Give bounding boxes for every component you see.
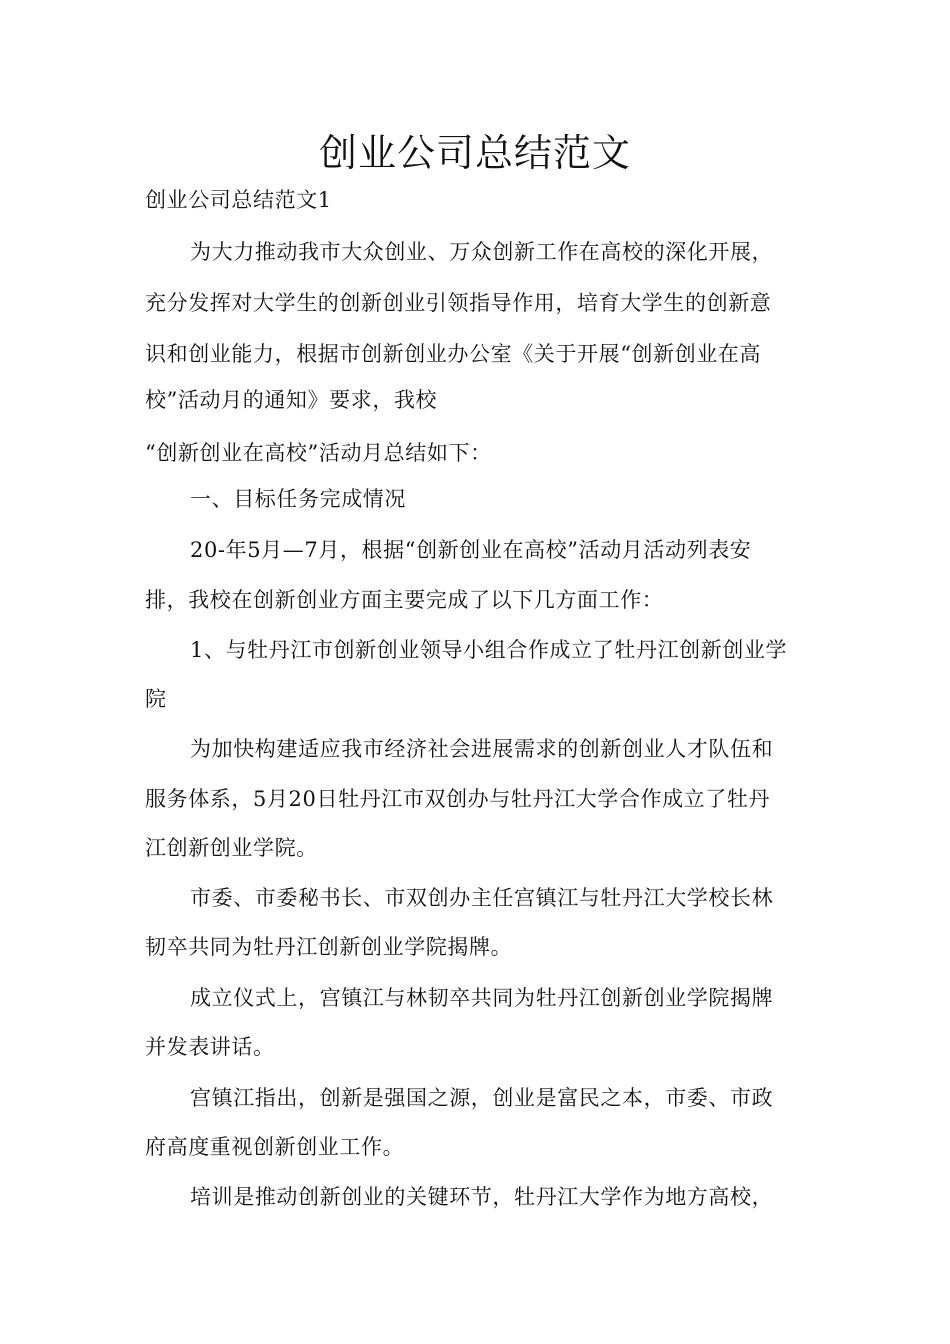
paragraph-line: 韧卒共同为牡丹江创新创业学院揭牌。 bbox=[145, 935, 513, 959]
paragraph-line: 识和创业能力，根据市创新创业办公室《关于开展“创新创业在高 bbox=[145, 342, 762, 366]
document-title: 创业公司总结范文 bbox=[318, 131, 631, 175]
paragraph-line: 为加快构建适应我市经济社会进展需求的创新创业人才队伍和 bbox=[190, 737, 774, 761]
paragraph-line: 校”活动月的通知》要求，我校 bbox=[145, 388, 438, 412]
paragraph-line: 府高度重视创新创业工作。 bbox=[145, 1135, 405, 1159]
section-heading: 创业公司总结范文1 bbox=[145, 188, 332, 212]
paragraph-line: 为大力推动我市大众创业、万众创新工作在高校的深化开展， bbox=[190, 240, 774, 264]
paragraph-line: 市委、市委秘书长、市双创办主任宫镇江与牡丹江大学校长林 bbox=[190, 886, 774, 910]
paragraph-line: 并发表讲话。 bbox=[145, 1035, 275, 1059]
paragraph-line: 宫镇江指出，创新是强国之源，创业是富民之本，市委、市政 bbox=[190, 1086, 774, 1110]
paragraph-line: 培训是推动创新创业的关键环节，牡丹江大学作为地方高校， bbox=[190, 1185, 774, 1209]
paragraph-line: 成立仪式上，宫镇江与林韧卒共同为牡丹江创新创业学院揭牌 bbox=[190, 986, 774, 1010]
paragraph-line: 充分发挥对大学生的创新创业引领指导作用，培育大学生的创新意 bbox=[145, 291, 772, 315]
paragraph-line: 一、目标任务完成情况 bbox=[190, 487, 406, 511]
paragraph-line: “创新创业在高校”活动月总结如下： bbox=[145, 441, 492, 465]
paragraph-line: 江创新创业学院。 bbox=[145, 836, 318, 860]
paragraph-line: 20-年5月—7月，根据“创新创业在高校”活动月活动列表安 bbox=[190, 538, 752, 562]
paragraph-line: 院 bbox=[145, 687, 167, 711]
paragraph-line: 排，我校在创新创业方面主要完成了以下几方面工作： bbox=[145, 588, 664, 612]
paragraph-line: 服务体系，5月20日牡丹江市双创办与牡丹江大学合作成立了牡丹 bbox=[145, 787, 771, 811]
paragraph-line: 1、与牡丹江市创新创业领导小组合作成立了牡丹江创新创业学 bbox=[190, 638, 788, 662]
